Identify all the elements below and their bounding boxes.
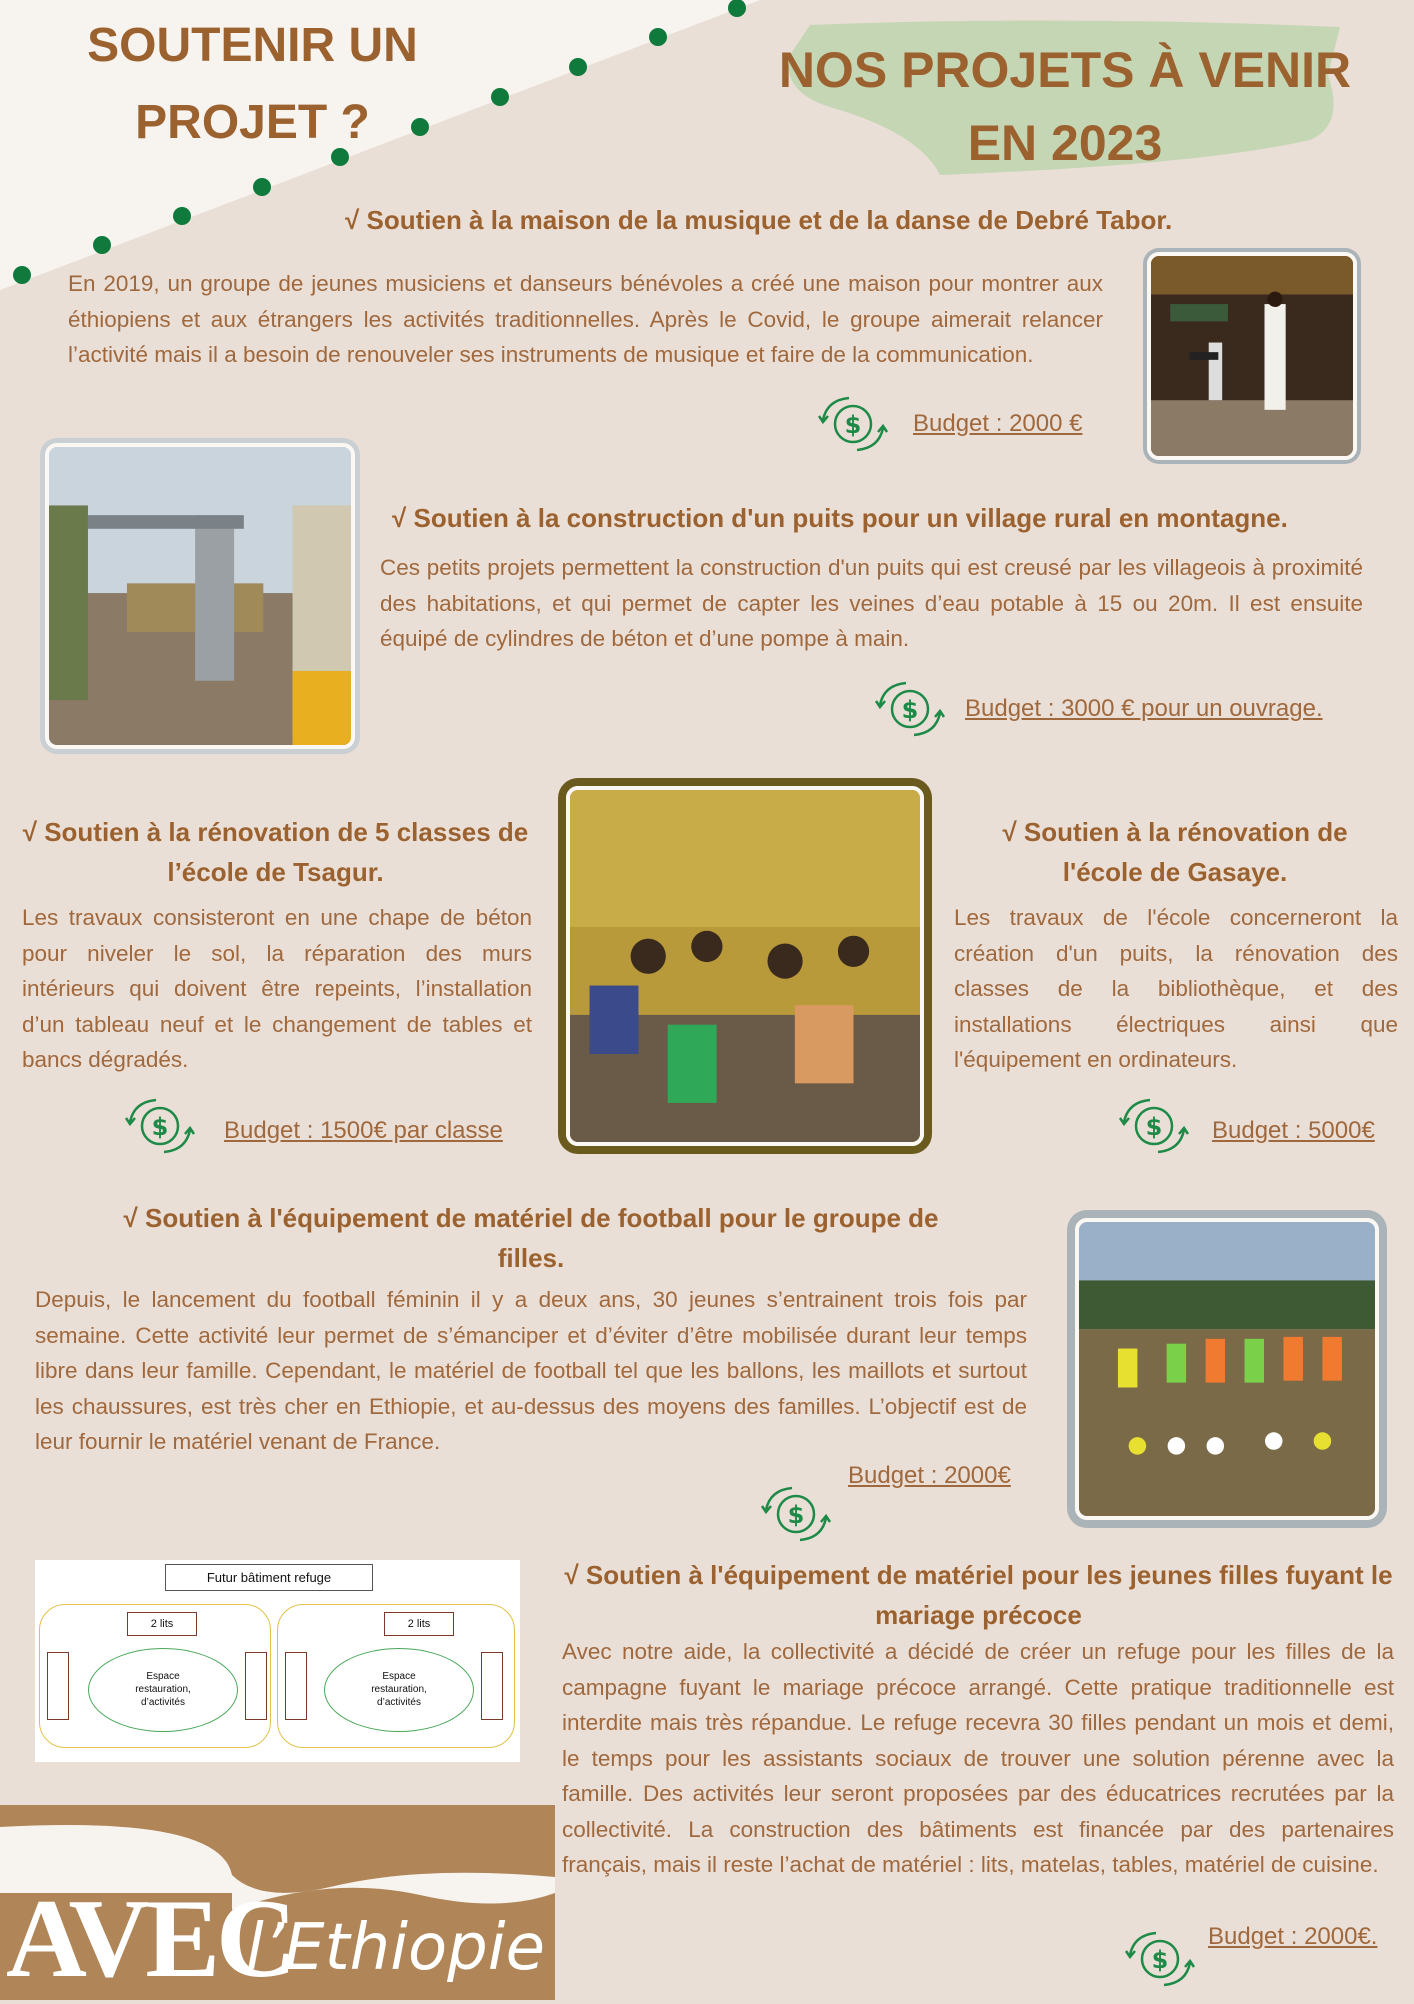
support-project-title: SOUTENIR UN PROJET ? (87, 19, 418, 149)
svg-text:$: $ (901, 696, 919, 724)
gasaye-budget: Budget : 5000€ (1212, 1117, 1375, 1144)
svg-text:$: $ (1145, 1113, 1163, 1141)
svg-text:$: $ (1151, 1946, 1169, 1974)
music-house-budget: Budget : 2000 € (913, 410, 1083, 437)
well-title: √ Soutien à la construction d'un puits pour un village rural en montagne. (392, 503, 1288, 533)
refuge-title: √ Soutien à l'équipement de matériel pour les jeunes filles fuyant le mariage précoce (564, 1560, 1393, 1630)
dollar-cycle-icon (815, 394, 891, 454)
football-team-photo (1075, 1218, 1379, 1520)
music-house-text: En 2019, un groupe de jeunes musiciens et danseurs bénévoles a créé une maison pour montrer aux éthiopiens et aux étrangers les activités traditionnelles. Après le Covid, le groupe aimerait relancer l’activité mais il a besoin de renouveler ses instruments de musique et faire de la communication. (68, 271, 1103, 367)
refuge-text: Avec notre aide, la collectivité a décidé de créer un refuge pour les filles de la campagne fuyant le mariage précoce arrangé. Cette pratique traditionnelle est interdite mais très répandue. Le refuge recevra 30 filles pendant un mois et demi, le temps pour les assistants sociaux de trouver une solution pérenne avec la famille. Des activités leur seront proposées par des éducatrices recrutées par la collectivité. La construction des bâtiments est financée par des partenaires français, mais il reste l’achat de matériel : lits, matelas, tables, matériel de cuisine. (562, 1639, 1394, 1877)
football-budget: Budget : 2000€ (848, 1462, 1011, 1489)
gasaye-text: Les travaux de l'école concerneront la création d'un puits, la rénovation des classes de la bibliothèque, et des installations électriques ainsi que l'équipement en ordinateurs. (954, 905, 1398, 1072)
association-logo (0, 1805, 555, 2000)
well-text: Ces petits projets permettent la construction d'un puits qui est creusé par les villageois à proximité des habitations, et qui permet de capter les veines d’eau potable à 15 ou 20m. Il est ensuite équipé de cylindres de béton et d’une pompe à main. (380, 555, 1363, 651)
tsagur-budget: Budget : 1500€ par classe (224, 1117, 503, 1144)
refuge-floor-plan (35, 1560, 520, 1762)
well-budget: Budget : 3000 € pour un ouvrage. (965, 695, 1323, 722)
gasaye-title: √ Soutien à la rénovation de l'école de Gasaye. (1002, 817, 1348, 887)
svg-text:$: $ (151, 1113, 169, 1141)
dollar-cycle-icon (872, 679, 948, 739)
dollar-cycle-icon (1122, 1929, 1198, 1989)
logo-avec-text: AVEC (6, 1877, 293, 2001)
football-title: √ Soutien à l'équipement de matériel de football pour le groupe de filles. (123, 1203, 939, 1273)
plan-title: Futur bâtiment refuge (165, 1564, 373, 1591)
svg-text:$: $ (787, 1501, 805, 1529)
dollar-cycle-icon (1116, 1096, 1192, 1156)
upcoming-projects-title: NOS PROJETS À VENIR EN 2023 (778, 42, 1352, 171)
tsagur-text: Les travaux consisteront en une chape de béton pour niveler le sol, la réparation des murs intérieurs qui doivent être repeints, l’installation d’un tableau neuf et le changement de tables et bancs dégradés. (22, 905, 532, 1072)
dollar-cycle-icon (758, 1484, 834, 1544)
plan-beds-label: 2 lits (384, 1612, 454, 1636)
logo-ethiopie-text: l’Ethiopie (246, 1911, 545, 1985)
water-pump-photo (45, 443, 355, 749)
music-performance-photo (1147, 252, 1357, 460)
classroom-photo (566, 786, 924, 1146)
dollar-cycle-icon (122, 1096, 198, 1156)
svg-text:$: $ (844, 411, 862, 439)
music-house-title: √ Soutien à la maison de la musique et de la danse de Debré Tabor. (345, 205, 1173, 235)
plan-space-label: Espace restauration, d’activités (135, 1671, 191, 1708)
plan-space-label: Espace restauration, d’activités (371, 1671, 427, 1708)
refuge-budget: Budget : 2000€. (1208, 1923, 1378, 1950)
football-text: Depuis, le lancement du football féminin il y a deux ans, 30 jeunes s’entrainent trois fois par semaine. Cette activité leur permet de s’émanciper et d’éviter d’être mobilisée durant leur temps libre dans leur famille. Cependant, le matériel de football tel que les ballons, les maillots et surtout les chaussures, est très cher en Ethiopie, et au-dessus des moyens des familles. L’objectif est de leur fournir le matériel venant de France. (35, 1287, 1027, 1454)
tsagur-title: √ Soutien à la rénovation de 5 classes de l’école de Tsagur. (22, 817, 529, 887)
plan-beds-label: 2 lits (127, 1612, 197, 1636)
